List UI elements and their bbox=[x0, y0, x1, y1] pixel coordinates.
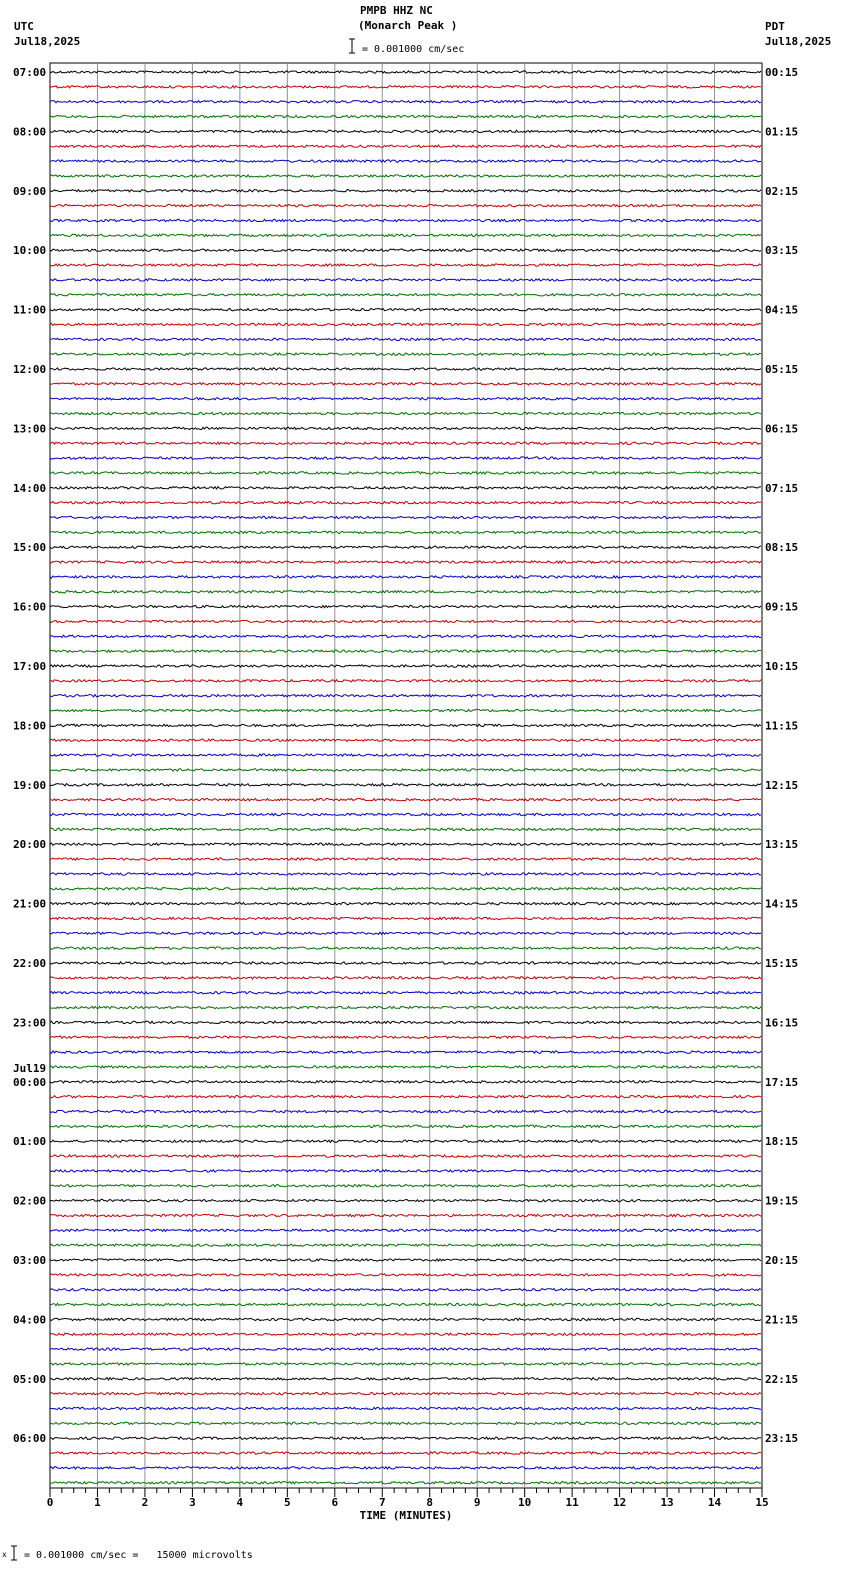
trace-line-33 bbox=[50, 546, 761, 548]
utc-hour-label: 23:00 bbox=[13, 1016, 47, 1030]
trace-line-59 bbox=[50, 932, 761, 934]
trace-line-53 bbox=[50, 843, 761, 845]
trace-line-57 bbox=[50, 902, 761, 904]
trace-line-17 bbox=[50, 308, 761, 310]
trace-line-51 bbox=[50, 813, 761, 815]
trace-line-91 bbox=[50, 1407, 761, 1409]
trace-line-4 bbox=[50, 115, 761, 117]
x-tick-label: 2 bbox=[141, 1496, 149, 1509]
trace-line-64 bbox=[50, 1006, 761, 1008]
pdt-hour-label: 02:15 bbox=[765, 184, 799, 198]
x-tick-label: 0 bbox=[46, 1496, 54, 1509]
trace-line-38 bbox=[50, 620, 761, 622]
trace-line-13 bbox=[50, 249, 761, 251]
utc-hour-label: 15:00 bbox=[13, 541, 47, 555]
utc-hour-label: 06:00 bbox=[13, 1432, 47, 1446]
pdt-hour-label: 23:15 bbox=[765, 1432, 799, 1446]
trace-line-24 bbox=[50, 412, 761, 414]
trace-line-56 bbox=[50, 888, 761, 890]
trace-line-45 bbox=[50, 724, 761, 726]
trace-line-19 bbox=[50, 338, 761, 340]
trace-group bbox=[50, 71, 761, 1484]
trace-line-73 bbox=[50, 1140, 761, 1142]
x-tick-label: 15 bbox=[755, 1496, 769, 1509]
pdt-hour-label: 06:15 bbox=[765, 422, 799, 436]
trace-line-40 bbox=[50, 650, 761, 652]
utc-hour-label: 12:00 bbox=[13, 363, 47, 376]
x-tick-label: 11 bbox=[565, 1496, 579, 1509]
x-tick-label: 5 bbox=[284, 1496, 291, 1509]
pdt-hour-label: 17:15 bbox=[765, 1075, 799, 1089]
trace-line-67 bbox=[50, 1051, 761, 1053]
left-timezone: UTC bbox=[14, 20, 34, 33]
trace-line-31 bbox=[50, 516, 761, 518]
trace-line-44 bbox=[50, 709, 761, 711]
scale-legend-text: = 0.001000 cm/sec bbox=[362, 44, 465, 55]
pdt-hour-label: 13:15 bbox=[765, 838, 799, 852]
trace-line-93 bbox=[50, 1437, 761, 1439]
trace-line-43 bbox=[50, 695, 761, 697]
trace-line-72 bbox=[50, 1125, 761, 1127]
trace-line-39 bbox=[50, 635, 761, 637]
x-tick-label: 6 bbox=[331, 1496, 339, 1509]
trace-line-32 bbox=[50, 531, 761, 533]
trace-line-61 bbox=[50, 962, 761, 964]
trace-line-50 bbox=[50, 799, 761, 801]
trace-line-76 bbox=[50, 1185, 761, 1187]
trace-line-41 bbox=[50, 665, 761, 667]
x-tick-label: 7 bbox=[378, 1496, 386, 1509]
trace-line-71 bbox=[50, 1110, 761, 1112]
utc-hour-label: 01:00 bbox=[13, 1135, 47, 1149]
trace-line-79 bbox=[50, 1229, 761, 1231]
trace-line-47 bbox=[50, 754, 761, 756]
trace-line-5 bbox=[50, 130, 761, 132]
trace-line-46 bbox=[50, 739, 761, 741]
minute-gridlines bbox=[97, 63, 714, 1488]
trace-line-54 bbox=[50, 858, 761, 860]
trace-line-63 bbox=[50, 992, 761, 994]
pdt-hour-label: 11:15 bbox=[765, 719, 799, 733]
pdt-hour-label: 00:15 bbox=[765, 66, 799, 79]
trace-line-10 bbox=[50, 205, 761, 207]
trace-line-18 bbox=[50, 323, 761, 325]
trace-line-29 bbox=[50, 487, 761, 489]
trace-line-82 bbox=[50, 1274, 761, 1276]
utc-hour-label: 20:00 bbox=[13, 838, 47, 852]
trace-line-3 bbox=[50, 101, 761, 103]
trace-line-48 bbox=[50, 769, 761, 771]
pdt-hour-label: 15:15 bbox=[765, 957, 799, 970]
footer-scale-bar-icon bbox=[11, 1546, 17, 1560]
pdt-hour-label: 20:15 bbox=[765, 1254, 799, 1267]
utc-hour-label: 00:00 bbox=[13, 1075, 47, 1089]
date-change-label: Jul19 bbox=[13, 1061, 47, 1075]
utc-hour-label: 14:00 bbox=[13, 481, 47, 495]
pdt-hour-label: 16:15 bbox=[765, 1016, 799, 1030]
utc-hour-label: 16:00 bbox=[13, 600, 47, 614]
utc-hour-label: 13:00 bbox=[13, 422, 47, 436]
trace-line-68 bbox=[50, 1066, 761, 1068]
x-tick-label: 4 bbox=[236, 1496, 244, 1509]
station-title: PMPB HHZ NC bbox=[360, 4, 433, 17]
trace-line-85 bbox=[50, 1318, 761, 1320]
trace-line-69 bbox=[50, 1081, 761, 1083]
trace-line-42 bbox=[50, 680, 761, 682]
trace-line-34 bbox=[50, 561, 761, 563]
trace-line-52 bbox=[50, 828, 761, 830]
trace-line-60 bbox=[50, 947, 761, 949]
trace-line-55 bbox=[50, 873, 761, 875]
trace-line-90 bbox=[50, 1393, 761, 1395]
utc-hour-label: 08:00 bbox=[13, 125, 47, 139]
trace-line-66 bbox=[50, 1036, 761, 1038]
utc-hour-label: 09:00 bbox=[13, 184, 47, 198]
trace-line-27 bbox=[50, 457, 761, 459]
utc-hour-label: 17:00 bbox=[13, 660, 47, 673]
utc-hour-label: 21:00 bbox=[13, 897, 47, 911]
pdt-hour-label: 05:15 bbox=[765, 363, 799, 376]
trace-line-84 bbox=[50, 1303, 761, 1305]
trace-line-86 bbox=[50, 1333, 761, 1335]
utc-hour-label: 02:00 bbox=[13, 1194, 47, 1208]
pdt-hour-label: 19:15 bbox=[765, 1194, 799, 1208]
right-timezone: PDT bbox=[765, 20, 785, 33]
trace-line-36 bbox=[50, 591, 761, 593]
trace-line-88 bbox=[50, 1363, 761, 1365]
x-tick-label: 1 bbox=[94, 1496, 101, 1509]
x-tick-label: 13 bbox=[660, 1496, 674, 1509]
utc-hour-label: 11:00 bbox=[13, 303, 47, 317]
trace-line-81 bbox=[50, 1259, 761, 1261]
trace-line-70 bbox=[50, 1096, 761, 1098]
trace-line-77 bbox=[50, 1199, 761, 1201]
trace-line-21 bbox=[50, 368, 761, 370]
pdt-hour-label: 09:15 bbox=[765, 600, 799, 614]
trace-line-20 bbox=[50, 353, 761, 355]
right-date: Jul18,2025 bbox=[765, 35, 832, 48]
trace-line-37 bbox=[50, 605, 761, 607]
trace-line-92 bbox=[50, 1422, 761, 1424]
utc-hour-label: 03:00 bbox=[13, 1254, 47, 1267]
pdt-hour-label: 12:15 bbox=[765, 778, 799, 792]
scale-bar-icon bbox=[349, 39, 355, 53]
trace-line-30 bbox=[50, 502, 761, 504]
x-tick-label: 14 bbox=[707, 1496, 722, 1509]
trace-line-35 bbox=[50, 576, 761, 578]
trace-line-9 bbox=[50, 190, 761, 192]
trace-line-80 bbox=[50, 1244, 761, 1246]
x-tick-label: 3 bbox=[189, 1496, 196, 1509]
pdt-hour-label: 01:15 bbox=[765, 125, 799, 139]
pdt-hour-label: 10:15 bbox=[765, 660, 799, 673]
trace-line-7 bbox=[50, 160, 761, 162]
trace-line-8 bbox=[50, 175, 761, 177]
utc-hour-label: 07:00 bbox=[13, 66, 47, 79]
utc-hour-label: 05:00 bbox=[13, 1372, 47, 1386]
x-axis-label: TIME (MINUTES) bbox=[359, 1509, 453, 1522]
x-tick-label: 10 bbox=[518, 1496, 532, 1509]
trace-line-26 bbox=[50, 442, 761, 444]
utc-hour-label: 04:00 bbox=[13, 1313, 47, 1327]
trace-line-14 bbox=[50, 264, 761, 266]
trace-line-28 bbox=[50, 472, 761, 474]
trace-line-12 bbox=[50, 234, 761, 236]
x-tick-label: 12 bbox=[612, 1496, 627, 1509]
trace-line-89 bbox=[50, 1378, 761, 1380]
trace-line-58 bbox=[50, 917, 761, 919]
trace-line-23 bbox=[50, 398, 761, 400]
utc-hour-label: 10:00 bbox=[13, 244, 47, 258]
x-tick-label: 9 bbox=[473, 1496, 481, 1509]
x-tick-label: 8 bbox=[426, 1496, 434, 1509]
utc-hour-label: 22:00 bbox=[13, 957, 47, 970]
trace-line-1 bbox=[50, 71, 761, 73]
utc-hour-label: 18:00 bbox=[13, 719, 47, 733]
trace-line-96 bbox=[50, 1482, 761, 1484]
trace-line-15 bbox=[50, 279, 761, 281]
time-axis bbox=[47, 1488, 769, 1522]
footer-scale-text: = 0.001000 cm/sec = 15000 microvolts bbox=[24, 1550, 253, 1561]
footer-marker: x bbox=[2, 1550, 7, 1559]
trace-line-16 bbox=[50, 294, 761, 296]
trace-line-94 bbox=[50, 1452, 761, 1454]
trace-line-75 bbox=[50, 1170, 761, 1172]
pdt-hour-label: 18:15 bbox=[765, 1135, 799, 1149]
trace-line-78 bbox=[50, 1214, 761, 1216]
trace-line-83 bbox=[50, 1289, 761, 1291]
trace-line-95 bbox=[50, 1467, 761, 1469]
pdt-hour-label: 21:15 bbox=[765, 1313, 799, 1327]
trace-line-2 bbox=[50, 86, 761, 88]
trace-line-49 bbox=[50, 784, 761, 786]
pdt-hour-label: 03:15 bbox=[765, 244, 799, 258]
trace-line-6 bbox=[50, 145, 761, 147]
pdt-hour-label: 08:15 bbox=[765, 541, 799, 555]
trace-line-62 bbox=[50, 977, 761, 979]
pdt-hour-label: 04:15 bbox=[765, 303, 799, 317]
utc-hour-label: 19:00 bbox=[13, 778, 47, 792]
trace-line-25 bbox=[50, 427, 761, 429]
left-date: Jul18,2025 bbox=[14, 35, 81, 48]
trace-line-65 bbox=[50, 1021, 761, 1023]
trace-line-11 bbox=[50, 219, 761, 221]
pdt-hour-label: 22:15 bbox=[765, 1372, 799, 1386]
pdt-hour-label: 14:15 bbox=[765, 897, 799, 911]
station-location: (Monarch Peak ) bbox=[358, 19, 458, 32]
trace-line-74 bbox=[50, 1155, 761, 1157]
pdt-hour-label: 07:15 bbox=[765, 481, 799, 495]
trace-line-22 bbox=[50, 383, 761, 385]
trace-line-87 bbox=[50, 1348, 761, 1350]
